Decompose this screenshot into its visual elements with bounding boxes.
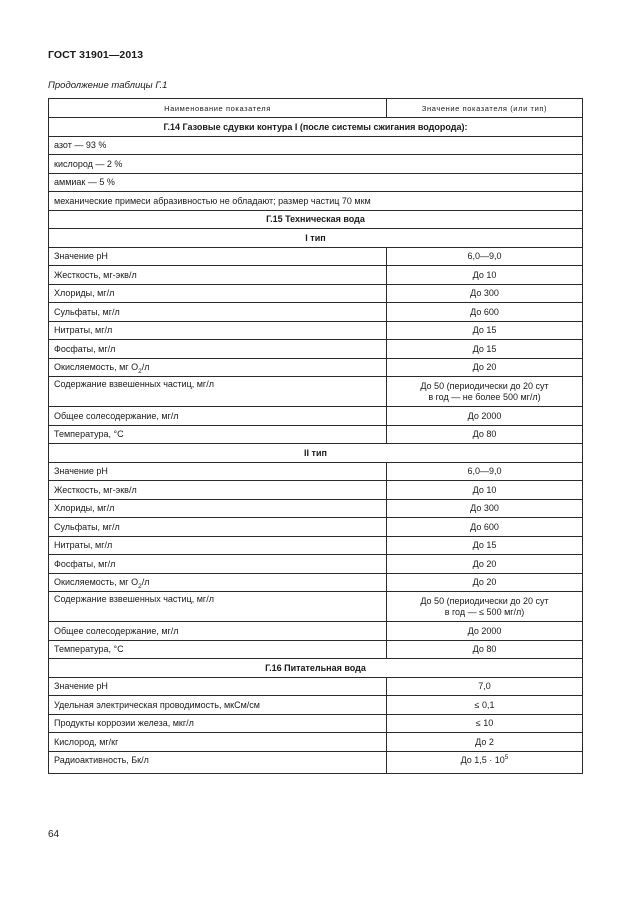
parameter-name: Нитраты, мг/л: [49, 321, 387, 340]
table-row: [49, 173, 583, 192]
parameters-table: [48, 98, 583, 774]
parameter-name: Значение pH: [49, 677, 387, 696]
parameter-value: 7,0: [387, 677, 583, 696]
parameter-value: До 600: [387, 303, 583, 322]
name-text: Окисляемость, мг O: [54, 577, 139, 588]
table-row: [49, 284, 583, 303]
table-row: [49, 481, 583, 500]
parameter-name: Радиоактивность, Бк/л: [49, 751, 387, 773]
table-row: [49, 640, 583, 659]
table-row: [49, 136, 583, 155]
column-header-name: Наименование показателя: [49, 99, 387, 118]
parameter-name: Продукты коррозии железа, мкг/л: [49, 714, 387, 733]
parameter-value: До 2000: [387, 407, 583, 426]
parameter-name: Хлориды, мг/л: [49, 284, 387, 303]
superscript: 5: [504, 753, 509, 761]
gas-component: аммиак — 5 %: [49, 173, 583, 192]
parameter-name: [49, 573, 387, 592]
parameter-value: До 80: [387, 640, 583, 659]
value-text: До 1,5 · 10: [460, 754, 505, 765]
parameter-value: До 2000: [387, 622, 583, 641]
parameter-name: Температура, °С: [49, 425, 387, 444]
subsection-title-type2: II тип: [49, 444, 583, 463]
parameter-value: До 20: [387, 573, 583, 592]
table-continuation-caption: Продолжение таблицы Г.1: [48, 80, 168, 91]
table-row: [49, 425, 583, 444]
parameter-name: Хлориды, мг/л: [49, 499, 387, 518]
value-line: До 50 (периодически до 20 сут: [420, 380, 549, 391]
parameter-name: Нитраты, мг/л: [49, 536, 387, 555]
table-row: [49, 377, 583, 407]
parameter-value: До 20: [387, 358, 583, 377]
table-row: [49, 499, 583, 518]
gas-component: кислород — 2 %: [49, 155, 583, 174]
table-row: [49, 192, 583, 211]
parameter-value: До 10: [387, 481, 583, 500]
subscript: 2: [138, 368, 142, 376]
table-row: [49, 340, 583, 359]
table-row: [49, 407, 583, 426]
table-row: [49, 462, 583, 481]
table-row: [49, 677, 583, 696]
section-title-g14: Г.14 Газовые сдувки контура I (после системы сжигания водорода):: [49, 118, 583, 137]
parameter-value: До 15: [387, 536, 583, 555]
parameter-name: Фосфаты, мг/л: [49, 555, 387, 574]
table-row: [49, 266, 583, 285]
parameter-value: [387, 751, 583, 773]
parameter-name: Удельная электрическая проводимость, мкСм/см: [49, 696, 387, 715]
parameter-value: До 15: [387, 340, 583, 359]
parameter-name: Жесткость, мг-экв/л: [49, 481, 387, 500]
parameter-value: До 10: [387, 266, 583, 285]
parameter-value: До 15: [387, 321, 583, 340]
parameter-value: ≤ 0,1: [387, 696, 583, 715]
parameter-name: Содержание взвешенных частиц, мг/л: [49, 377, 387, 407]
section-row: [49, 118, 583, 137]
table-row: [49, 573, 583, 592]
value-line: в год — ≤ 500 мг/л): [444, 606, 525, 617]
table-row: [49, 733, 583, 752]
table-row: [49, 321, 583, 340]
section-row: [49, 659, 583, 678]
name-text: /л: [141, 362, 150, 373]
parameter-value: До 300: [387, 499, 583, 518]
section-title-g15: Г.15 Техническая вода: [49, 210, 583, 229]
table-row: [49, 622, 583, 641]
subsection-row: [49, 444, 583, 463]
table-row: [49, 714, 583, 733]
parameter-name: Общее солесодержание, мг/л: [49, 622, 387, 641]
parameter-name: Фосфаты, мг/л: [49, 340, 387, 359]
parameter-name: [49, 358, 387, 377]
gas-component: механические примеси абразивностью не обладают; размер частиц 70 мкм: [49, 192, 583, 211]
table-header-row: [49, 99, 583, 118]
parameter-name: Значение pH: [49, 247, 387, 266]
parameter-value: [387, 592, 583, 622]
parameter-value: До 600: [387, 518, 583, 537]
value-line: в год — не более 500 мг/л): [428, 391, 541, 402]
table-row: [49, 696, 583, 715]
parameter-name: Содержание взвешенных частиц, мг/л: [49, 592, 387, 622]
table-row: [49, 555, 583, 574]
parameter-value: 6,0—9,0: [387, 462, 583, 481]
parameter-value: [387, 377, 583, 407]
parameter-value: До 300: [387, 284, 583, 303]
parameter-name: Сульфаты, мг/л: [49, 303, 387, 322]
value-line: До 50 (периодически до 20 сут: [420, 595, 549, 606]
table-row: [49, 155, 583, 174]
document-code: ГОСТ 31901—2013: [48, 49, 144, 61]
parameter-name: Температура, °С: [49, 640, 387, 659]
parameter-name: Общее солесодержание, мг/л: [49, 407, 387, 426]
parameter-name: Сульфаты, мг/л: [49, 518, 387, 537]
section-title-g16: Г.16 Питательная вода: [49, 659, 583, 678]
section-row: [49, 210, 583, 229]
page-number: 64: [48, 829, 60, 840]
parameter-value: 6,0—9,0: [387, 247, 583, 266]
name-text: /л: [141, 577, 150, 588]
column-header-value: Значение показателя (или тип): [387, 99, 583, 118]
parameter-name: Значение pH: [49, 462, 387, 481]
table-row: [49, 303, 583, 322]
table-row: [49, 247, 583, 266]
parameter-name: Жесткость, мг-экв/л: [49, 266, 387, 285]
parameter-value: До 2: [387, 733, 583, 752]
parameter-name: Кислород, мг/кг: [49, 733, 387, 752]
subsection-row: [49, 229, 583, 248]
subsection-title-type1: I тип: [49, 229, 583, 248]
name-text: Окисляемость, мг O: [54, 362, 139, 373]
parameter-value: До 80: [387, 425, 583, 444]
table-row: [49, 518, 583, 537]
subscript: 2: [138, 583, 142, 591]
gas-component: азот — 93 %: [49, 136, 583, 155]
table-row: [49, 536, 583, 555]
table-row: [49, 592, 583, 622]
table-row: [49, 358, 583, 377]
table-row: [49, 751, 583, 773]
parameter-value: До 20: [387, 555, 583, 574]
parameter-value: ≤ 10: [387, 714, 583, 733]
